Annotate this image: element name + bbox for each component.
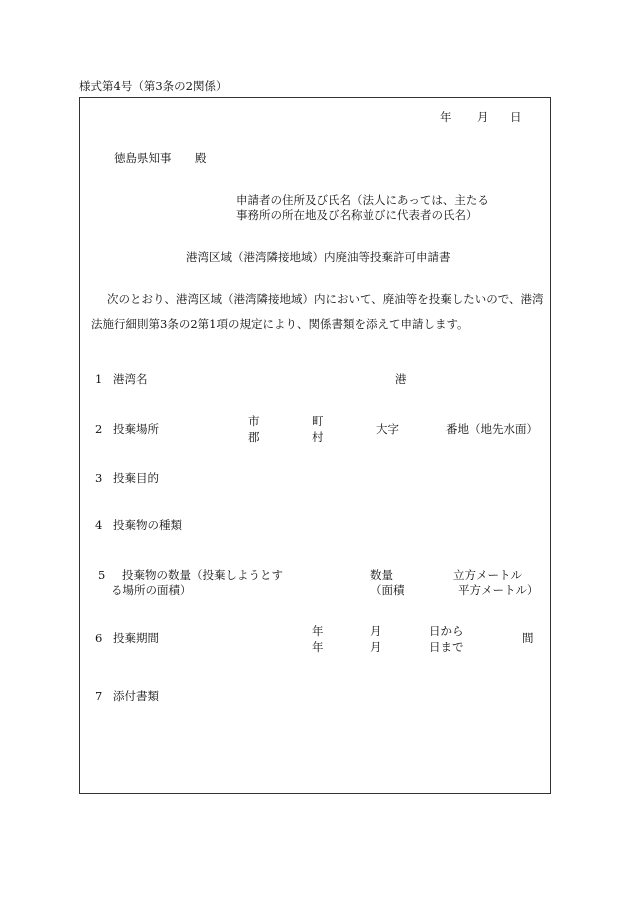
- item-6-label: 投棄期間: [113, 631, 159, 645]
- item-5-area-unit: 平方メートル）: [458, 583, 539, 597]
- item-5-area-label: （面積: [370, 583, 405, 597]
- item-6-period: 間: [522, 631, 534, 645]
- date-year-label: 年: [440, 110, 452, 124]
- item-3-number: 3: [95, 471, 103, 485]
- item-1-label: 港湾名: [113, 372, 148, 386]
- item-2-shi: 市: [248, 414, 260, 428]
- addressee-honorific: 殿: [195, 151, 207, 165]
- item-5-number: 5: [98, 568, 106, 582]
- body-line2: 法施行細則第3条の2第1項の規定により、関係書類を添えて申請します。: [91, 317, 469, 331]
- date-month-label: 月: [477, 110, 489, 124]
- form-number: 様式第4号（第3条の2関係）: [79, 79, 228, 93]
- item-5-qty-unit: 立方メートル: [453, 568, 522, 582]
- document-title: 港湾区域（港湾隣接地域）内廃油等投棄許可申請書: [186, 250, 451, 264]
- applicant-line1: 申請者の住所及び氏名（法人にあっては、主たる: [236, 193, 489, 207]
- item-2-oaza: 大字: [376, 422, 399, 436]
- item-5-label-line1: 投棄物の数量（投棄しようとす: [122, 568, 283, 582]
- item-1-port-suffix: 港: [395, 372, 407, 386]
- date-day-label: 日: [510, 110, 522, 124]
- item-7-label: 添付書類: [113, 689, 159, 703]
- addressee-title: 徳島県知事: [114, 151, 172, 165]
- item-2-number: 2: [95, 422, 103, 436]
- item-6-month-from: 月: [370, 624, 382, 638]
- item-7-number: 7: [95, 689, 103, 703]
- item-6-year-from: 年: [312, 624, 324, 638]
- body-line1: 次のとおり、港湾区域（港湾隣接地域）内において、廃油等を投棄したいので、港湾: [107, 292, 544, 306]
- item-6-month-to: 月: [370, 640, 382, 654]
- item-4-number: 4: [95, 518, 103, 532]
- item-2-machi: 町: [312, 414, 324, 428]
- item-5-label-line2: る場所の面積）: [111, 583, 192, 597]
- applicant-line2: 事務所の所在地及び名称並びに代表者の氏名）: [236, 208, 478, 222]
- item-6-day-from: 日から: [429, 624, 464, 638]
- item-6-number: 6: [95, 631, 103, 645]
- item-2-banchi: 番地（地先水面）: [446, 422, 538, 436]
- item-6-day-to: 日まで: [429, 640, 464, 654]
- item-3-label: 投棄目的: [113, 471, 159, 485]
- item-5-qty-label: 数量: [370, 568, 393, 582]
- item-2-label: 投棄場所: [113, 422, 159, 436]
- item-6-year-to: 年: [312, 640, 324, 654]
- item-1-number: 1: [95, 372, 103, 386]
- item-4-label: 投棄物の種類: [113, 518, 182, 532]
- item-2-gun: 郡: [248, 430, 260, 444]
- item-2-mura: 村: [312, 430, 324, 444]
